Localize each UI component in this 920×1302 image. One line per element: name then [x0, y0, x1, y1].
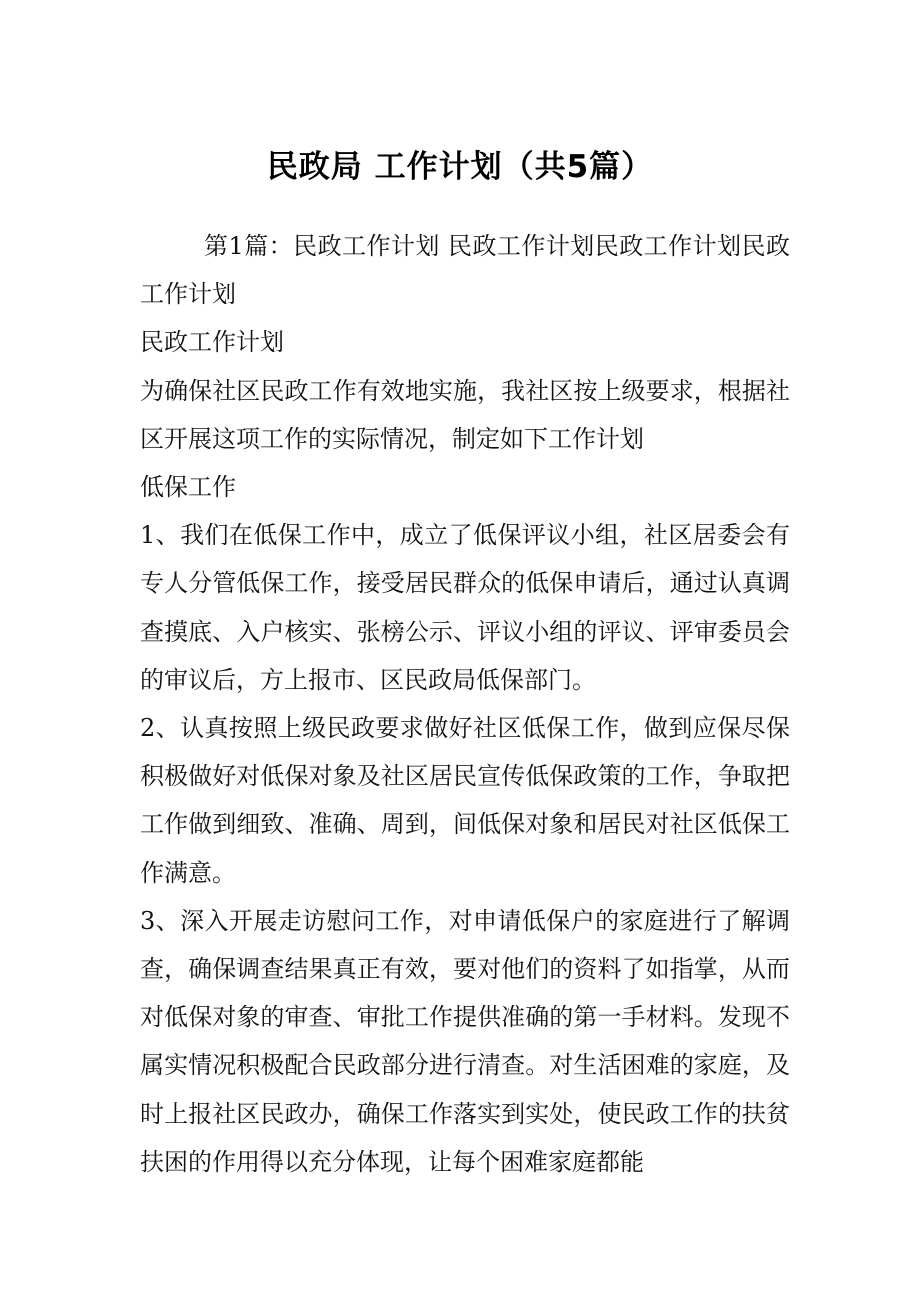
paragraph-item-3: 3、深入开展走访慰问工作，对申请低保户的家庭进行了解调查，确保调查结果真正有效，要对他们的资料了如指掌，从而对低保对象的审查、审批工作提供准确的第一手材料。发现不属实情况积极配合民政部分进行清查。对生活困难的家庭，及时上报社区民政办，确保工作落实到实处，使民政工作的扶贫扶困的作用得以充分体现，让每个困难家庭都能	[140, 906, 790, 1176]
paragraph-section-heading: 第1篇：民政工作计划 民政工作计划民政工作计划民政工作计划	[140, 232, 790, 309]
paragraph-heading-dibao: 低保工作	[140, 473, 236, 502]
paragraph-item-2: 2、认真按照上级民政要求做好社区低保工作，做到应保尽保积极做好对低保对象及社区居民宣传低保政策的工作，争取把工作做到细致、准确、周到，间低保对象和居民对社区低保工作满意。	[140, 714, 790, 887]
paragraph-intro: 为确保社区民政工作有效地实施，我社区按上级要求，根据社区开展这项工作的实际情况，制定如下工作计划	[140, 376, 790, 453]
paragraph-subtitle: 民政工作计划	[140, 328, 284, 357]
document-body	[140, 222, 790, 1186]
document-title: 民政局 工作计划（共5篇）	[266, 149, 654, 185]
paragraph-item-1: 1、我们在低保工作中，成立了低保评议小组，社区居委会有专人分管低保工作，接受居民群众的低保申请后，通过认真调查摸底、入户核实、张榜公示、评议小组的评议、评审委员会的审议后，方上报市、区民政局低保部门。	[140, 521, 790, 694]
